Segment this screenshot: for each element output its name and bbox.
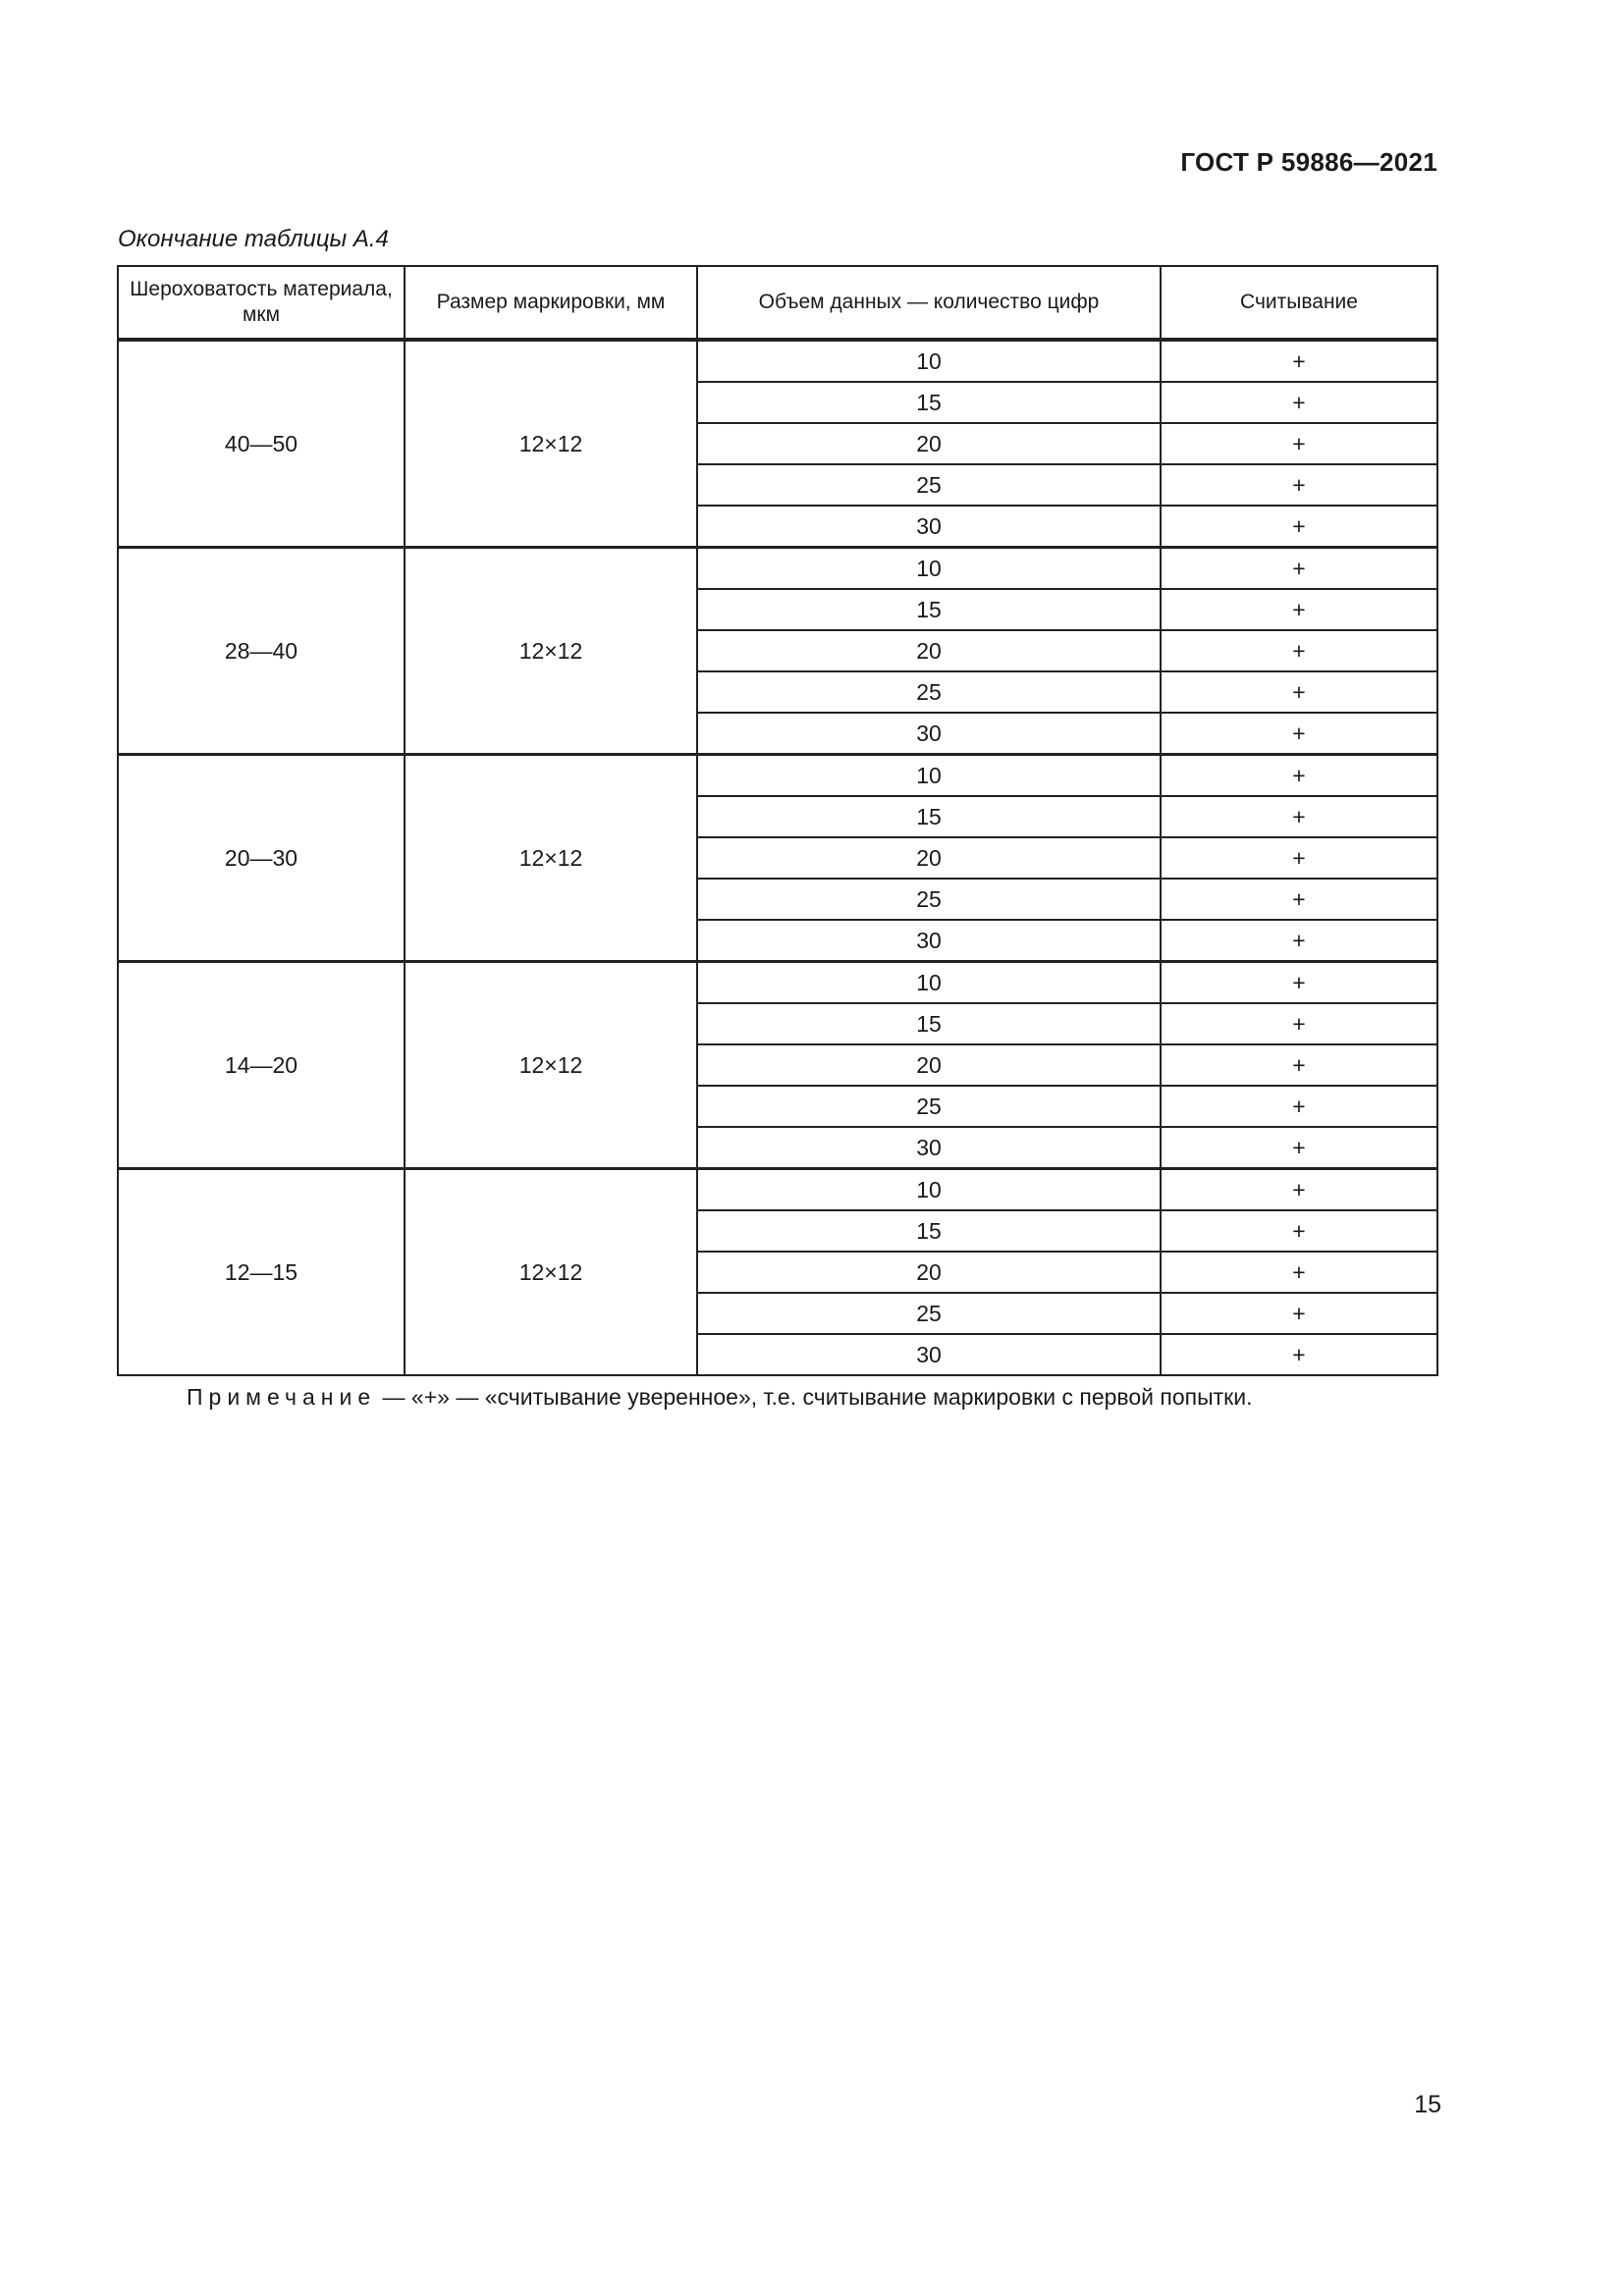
cell-read: + xyxy=(1161,506,1437,548)
table-caption: Окончание таблицы А.4 xyxy=(118,226,389,252)
cell-read: + xyxy=(1161,671,1437,713)
table-row xyxy=(118,1169,1437,1211)
cell-read: + xyxy=(1161,340,1437,382)
cell-digits: 10 xyxy=(697,962,1161,1004)
cell-read: + xyxy=(1161,1169,1437,1211)
document-id: ГОСТ Р 59886—2021 xyxy=(1180,147,1437,177)
cell-digits: 25 xyxy=(697,1086,1161,1127)
cell-digits: 10 xyxy=(697,548,1161,590)
note-label: Примечание xyxy=(187,1384,377,1410)
col-header-digits: Объем данных — количество цифр xyxy=(697,266,1161,340)
cell-digits: 15 xyxy=(697,589,1161,630)
cell-digits: 20 xyxy=(697,423,1161,464)
cell-roughness: 40—50 xyxy=(118,340,405,548)
cell-read: + xyxy=(1161,1334,1437,1375)
cell-read: + xyxy=(1161,382,1437,423)
cell-read: + xyxy=(1161,630,1437,671)
cell-size: 12×12 xyxy=(405,962,697,1169)
cell-read: + xyxy=(1161,962,1437,1004)
cell-roughness: 20—30 xyxy=(118,755,405,962)
table-row xyxy=(118,548,1437,590)
table-row xyxy=(118,755,1437,797)
table-row xyxy=(118,962,1437,1004)
cell-size: 12×12 xyxy=(405,340,697,548)
cell-digits: 30 xyxy=(697,713,1161,755)
cell-read: + xyxy=(1161,837,1437,879)
cell-read: + xyxy=(1161,423,1437,464)
cell-read: + xyxy=(1161,1127,1437,1169)
col-header-read: Считывание xyxy=(1161,266,1437,340)
cell-read: + xyxy=(1161,464,1437,506)
table-header-row xyxy=(118,266,1437,340)
cell-digits: 15 xyxy=(697,382,1161,423)
cell-read: + xyxy=(1161,1210,1437,1252)
table-row xyxy=(118,340,1437,382)
cell-size: 12×12 xyxy=(405,1169,697,1376)
cell-read: + xyxy=(1161,713,1437,755)
readability-table xyxy=(117,265,1438,1376)
cell-read: + xyxy=(1161,1044,1437,1086)
cell-read: + xyxy=(1161,1252,1437,1293)
table-note xyxy=(187,1384,1252,1411)
cell-digits: 25 xyxy=(697,464,1161,506)
cell-digits: 20 xyxy=(697,1252,1161,1293)
cell-digits: 25 xyxy=(697,1293,1161,1334)
cell-digits: 10 xyxy=(697,755,1161,797)
cell-size: 12×12 xyxy=(405,548,697,755)
cell-digits: 25 xyxy=(697,879,1161,920)
cell-roughness: 12—15 xyxy=(118,1169,405,1376)
cell-digits: 20 xyxy=(697,1044,1161,1086)
table-body xyxy=(118,340,1437,1375)
col-header-roughness: Шероховатость материала, мкм xyxy=(118,266,405,340)
cell-digits: 25 xyxy=(697,671,1161,713)
cell-digits: 10 xyxy=(697,1169,1161,1211)
cell-digits: 30 xyxy=(697,1334,1161,1375)
cell-digits: 30 xyxy=(697,506,1161,548)
cell-read: + xyxy=(1161,755,1437,797)
cell-digits: 10 xyxy=(697,340,1161,382)
cell-read: + xyxy=(1161,879,1437,920)
cell-digits: 15 xyxy=(697,1003,1161,1044)
cell-read: + xyxy=(1161,548,1437,590)
col-header-size: Размер маркировки, мм xyxy=(405,266,697,340)
cell-digits: 15 xyxy=(697,796,1161,837)
cell-read: + xyxy=(1161,796,1437,837)
cell-digits: 30 xyxy=(697,920,1161,962)
cell-digits: 20 xyxy=(697,630,1161,671)
cell-read: + xyxy=(1161,589,1437,630)
cell-digits: 15 xyxy=(697,1210,1161,1252)
note-text: — «+» — «считывание уверенное», т.е. считывание маркировки с первой попытки. xyxy=(376,1384,1253,1410)
cell-digits: 20 xyxy=(697,837,1161,879)
cell-read: + xyxy=(1161,1003,1437,1044)
cell-read: + xyxy=(1161,1293,1437,1334)
cell-digits: 30 xyxy=(697,1127,1161,1169)
cell-roughness: 14—20 xyxy=(118,962,405,1169)
page-number: 15 xyxy=(1414,2091,1441,2118)
cell-read: + xyxy=(1161,1086,1437,1127)
cell-roughness: 28—40 xyxy=(118,548,405,755)
cell-size: 12×12 xyxy=(405,755,697,962)
cell-read: + xyxy=(1161,920,1437,962)
